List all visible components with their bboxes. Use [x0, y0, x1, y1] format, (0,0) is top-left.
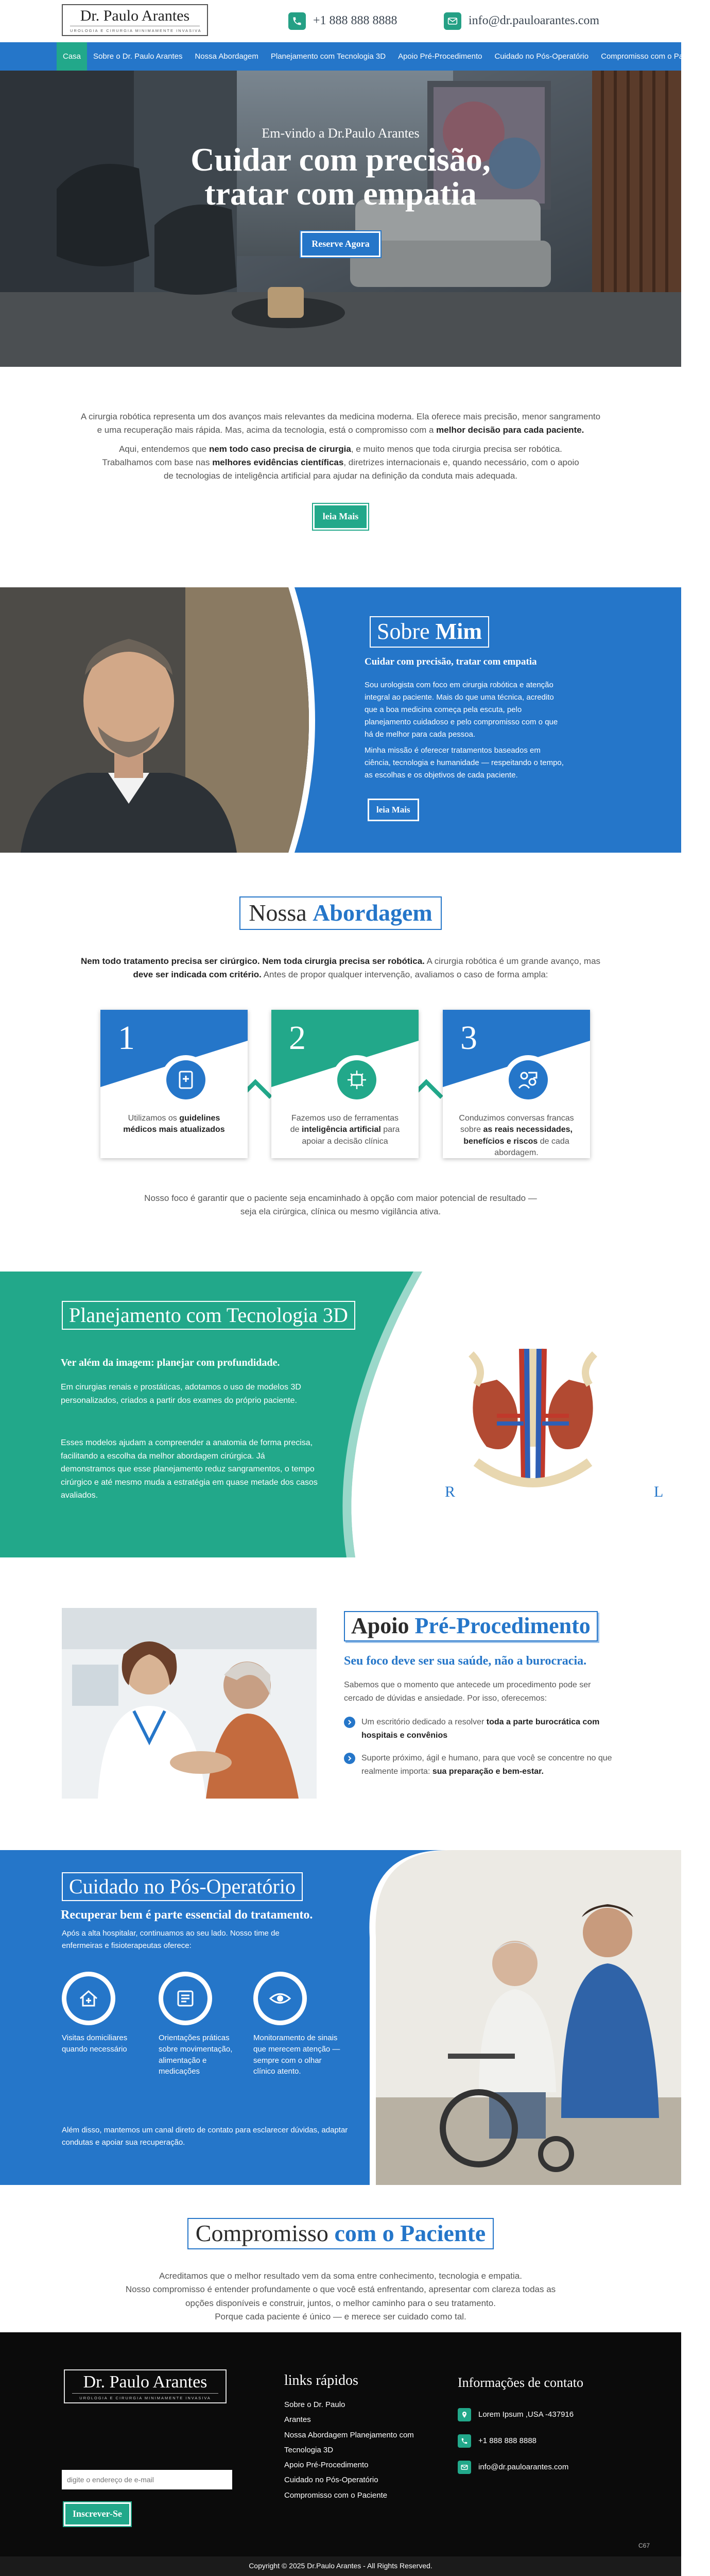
commitment-heading: [0, 2218, 681, 2249]
nav-commitment[interactable]: Compromisso com o Paciente: [601, 52, 704, 61]
site-footer: [0, 2332, 681, 2576]
commitment-line2: Nosso compromisso é entender profundamente o que você está enfrentando, apresentar com clareza todas as: [125, 2284, 556, 2295]
header-email[interactable]: [444, 11, 599, 30]
postop-feature-text: Monitoramento de sinais que merecem atenção — sempre com o olhar clínico atento.: [253, 2033, 340, 2076]
doctor-portrait: [0, 587, 681, 853]
model-label-left: L: [654, 1483, 664, 1500]
planning-title: Planejamento com Tecnologia 3D: [62, 1301, 355, 1330]
approach-card-number: 1: [118, 1019, 135, 1057]
quick-links-title: links rápidos: [284, 2372, 358, 2388]
guidance-icon: [163, 1976, 207, 2021]
footer-link[interactable]: Nossa Abordagem Planejamento com: [284, 2430, 414, 2439]
approach-card-2: [271, 1010, 419, 1158]
doctor-patient-image: [62, 1608, 317, 1799]
bullet-arrow-icon: [344, 1717, 355, 1728]
about-paragraph-1: Sou urologista com foco em cirurgia robótica e atenção integral ao paciente. Mais do que uma técnica, acredito que a boa medicina começa pela escuta, pelo planejamento cuidadoso e pelo compromisso com o que há de melhor para cada pessoa.: [365, 681, 558, 739]
header-email-text: info@dr.pauloarantes.com: [469, 14, 600, 27]
postop-closing: Além disso, mantemos um canal direto de contato para esclarecer dúvidas, adaptar condutas e apoiar sua recuperação.: [62, 2126, 348, 2147]
artificial-intelligence-icon: [337, 1060, 376, 1099]
commitment-title: Compromisso com o Paciente: [187, 2218, 494, 2249]
approach-card-text: Conduzimos conversas francas sobre as reais necessidades, benefícios e riscos de cada abordagem.: [459, 1114, 574, 1158]
reserve-button[interactable]: Reserve Agora: [301, 231, 380, 257]
approach-footer-line2: seja ela cirúrgica, clínica ou mesmo vigilância ativa.: [240, 1207, 441, 1217]
approach-title: Nossa Abordagem: [239, 896, 442, 930]
footer-address: Lorem Ipsum ,USA -437916: [458, 2408, 574, 2421]
about-subtitle: Cuidar com precisão, tratar com empatia: [365, 656, 537, 667]
newsletter-email-input[interactable]: [62, 2470, 232, 2489]
intro-line1: A cirurgia robótica representa um dos avanços mais relevantes da medicina moderna. Ela oferece mais precisão, menor sangramento: [80, 412, 601, 421]
approach-card-1: [100, 1010, 248, 1158]
planning-section: [0, 1272, 681, 1557]
approach-card-text: Fazemos uso de ferramentas de inteligência artificial para apoiar a decisão clínica: [290, 1114, 400, 1146]
nav-about[interactable]: Sobre o Dr. Paulo Arantes: [93, 52, 183, 61]
home-visit-icon: [66, 1976, 111, 2021]
approach-intro-line1: Nem todo tratamento precisa ser cirúrgico. Nem toda cirurgia precisa ser robótica. A cirurgia robótica é um grande avanço, mas: [80, 956, 601, 966]
contact-info-title: Informações de contato: [458, 2375, 584, 2390]
about-title: Sobre Mim: [370, 616, 489, 648]
intro-section: [0, 410, 681, 530]
approach-card-number: 3: [460, 1019, 477, 1057]
footer-link[interactable]: Tecnologia 3D: [284, 2445, 334, 2454]
about-section: [0, 587, 681, 853]
approach-card-3: [443, 1010, 590, 1158]
envelope-icon: [444, 12, 461, 30]
envelope-icon: [458, 2461, 471, 2474]
intro-line4: Trabalhamos com base nas melhores evidências científicas, diretrizes internacionais e, quando necessário, com o apoio: [102, 457, 579, 468]
header-phone[interactable]: [288, 11, 397, 30]
intro-line2: e uma recuperação mais rápida. Mas, acima da tecnologia, está o compromisso com a melhor decisão para cada paciente.: [97, 425, 584, 435]
approach-footer: [0, 1192, 681, 1219]
support-heading: [344, 1611, 598, 1641]
clinic-interior-image: [0, 71, 681, 367]
footer-link[interactable]: Apoio Pré-Procedimento: [284, 2461, 369, 2469]
nav-3d-planning[interactable]: Planejamento com Tecnologia 3D: [270, 52, 386, 61]
conversation-icon: [509, 1060, 548, 1099]
planning-subtitle: Ver além da imagem: planejar com profundidade.: [61, 1357, 280, 1368]
logo-tagline: UROLOGIA E CIRURGIA MINIMAMENTE INVASIVA: [70, 26, 200, 34]
commitment-line1: Acreditamos que o melhor resultado vem da soma entre conhecimento, tecnologia e empatia.: [159, 2271, 522, 2281]
support-title: Apoio Pré-Procedimento: [344, 1611, 598, 1641]
logo-name: Dr. Paulo Arantes: [80, 7, 190, 24]
footer-logo-name: Dr. Paulo Arantes: [83, 2372, 207, 2392]
phone-icon: [458, 2434, 471, 2448]
approach-heading: [0, 896, 681, 930]
footer-link[interactable]: Sobre o Dr. Paulo: [284, 2400, 345, 2409]
footer-link[interactable]: Compromisso com o Paciente: [284, 2490, 388, 2500]
model-label-right: R: [445, 1483, 456, 1500]
postop-feature-monitoring: [253, 1972, 343, 2077]
about-paragraph-2: Minha missão é oferecer tratamentos baseados em ciência, tecnologia e humanidade — respeitando o tempo, as escolhas e os objetivos de cada paciente.: [365, 746, 564, 779]
postop-subtitle: Recuperar bem é parte essencial do tratamento.: [61, 1908, 313, 1922]
footer-logo-tagline: UROLOGIA E CIRURGIA MINIMAMENTE INVASIVA: [72, 2393, 218, 2401]
nav-pre-procedure[interactable]: Apoio Pré-Procedimento: [398, 52, 482, 61]
copyright-bar: [0, 2556, 681, 2576]
postop-title: Cuidado no Pós-Operatório: [62, 1872, 303, 1901]
support-bullet-1: Um escritório dedicado a resolver toda a parte burocrática com hospitais e convênios: [344, 1716, 622, 1742]
intro-read-more-button[interactable]: leia Mais: [313, 504, 369, 530]
hero-kicker: Em-vindo a Dr.Paulo Arantes: [262, 126, 420, 141]
footer-logo[interactable]: [64, 2369, 227, 2403]
phone-icon: [288, 12, 306, 30]
support-intro: Sabemos que o momento que antecede um procedimento pode ser cercado de dúvidas e ansiedade. Por isso, oferecemos:: [344, 1681, 591, 1703]
main-nav: [0, 42, 704, 71]
quick-links-list: [284, 2397, 414, 2503]
intro-line5: de tecnologias de inteligência artificial para ajudar na definição da conduta mais adequada.: [163, 471, 518, 481]
postop-feature-text: Orientações práticas sobre movimentação, alimentação e medicações: [159, 2033, 233, 2076]
approach-intro: [0, 955, 681, 982]
hero-title-line2: tratar com empatia: [204, 175, 477, 212]
planning-paragraph-2: Esses modelos ajudam a compreender a anatomia de forma precisa, facilitando a escolha da melhor abordagem cirúrgica. Já demonstramos que esse planejamento reduz sangramentos, o tempo cirúrgico e até mesmo muda a estratégia em quase metade dos casos avaliados.: [61, 1438, 318, 1500]
intro-line3: Aqui, entendemos que nem todo caso precisa de cirurgia, e muito menos que toda cirurgia precisa ser robótica.: [119, 444, 562, 454]
copyright-text: Copyright © 2025 Dr.Paulo Arantes - All Rights Reserved.: [249, 2562, 432, 2570]
approach-card-text: Utilizamos os guidelines médicos mais atualizados: [123, 1114, 225, 1134]
subscribe-button[interactable]: Inscrever-Se: [64, 2502, 131, 2526]
support-subtitle: Seu foco deve ser sua saúde, não a burocracia.: [344, 1654, 587, 1668]
nav-post-op[interactable]: Cuidado no Pós-Operatório: [494, 52, 589, 61]
postop-feature-text: Visitas domiciliares quando necessário: [62, 2033, 128, 2054]
monitoring-eye-icon: [258, 1976, 302, 2021]
footer-link[interactable]: Cuidado no Pós-Operatório: [284, 2476, 378, 2485]
postop-section: [0, 1850, 681, 2185]
header-phone-text: +1 888 888 8888: [313, 14, 397, 27]
support-bullet-2: Suporte próximo, ágil e humano, para que você se concentre no que realmente importa: sua preparação e bem-estar.: [344, 1752, 622, 1778]
site-logo[interactable]: [62, 4, 208, 36]
commitment-line4: Porque cada paciente é único — e merece ser cuidado como tal.: [215, 2312, 466, 2322]
approach-intro-line2: deve ser indicada com critério. Antes de propor qualquer intervenção, avaliamos o caso de forma ampla:: [133, 970, 548, 980]
nav-approach[interactable]: Nossa Abordagem: [195, 52, 258, 61]
footer-phone[interactable]: +1 888 888 8888: [458, 2434, 536, 2448]
footer-email[interactable]: info@dr.pauloarantes.com: [458, 2461, 568, 2474]
bullet-arrow-icon: [344, 1753, 355, 1764]
postop-feature-home-visits: [62, 1972, 149, 2055]
footer-link[interactable]: Arantes: [284, 2415, 311, 2425]
commitment-line3: opções disponíveis e construir, juntos, o melhor caminho para o seu tratamento.: [185, 2298, 496, 2308]
postop-intro: Após a alta hospitalar, continuamos ao seu lado. Nosso time de enfermeiras e fisioterapeutas oferece:: [62, 1929, 280, 1950]
about-read-more-button[interactable]: leia Mais: [368, 799, 419, 821]
nav-home[interactable]: Casa: [57, 42, 87, 71]
approach-card-number: 2: [289, 1019, 306, 1057]
location-pin-icon: [458, 2408, 471, 2421]
postop-feature-guidance: [159, 1972, 246, 2077]
planning-paragraph-1: Em cirurgias renais e prostáticas, adotamos o uso de modelos 3D personalizados, criados a partir dos exames do próprio paciente.: [61, 1383, 301, 1405]
hero-title-line1: Cuidar com precisão,: [191, 141, 491, 178]
hero-banner: [0, 71, 681, 367]
version-badge: C67: [638, 2542, 650, 2549]
top-header: [0, 0, 681, 42]
medical-guideline-icon: [166, 1060, 205, 1099]
commitment-text: [0, 2269, 681, 2324]
approach-footer-line1: Nosso foco é garantir que o paciente seja encaminhado à opção com maior potencial de resultado —: [144, 1193, 537, 1203]
